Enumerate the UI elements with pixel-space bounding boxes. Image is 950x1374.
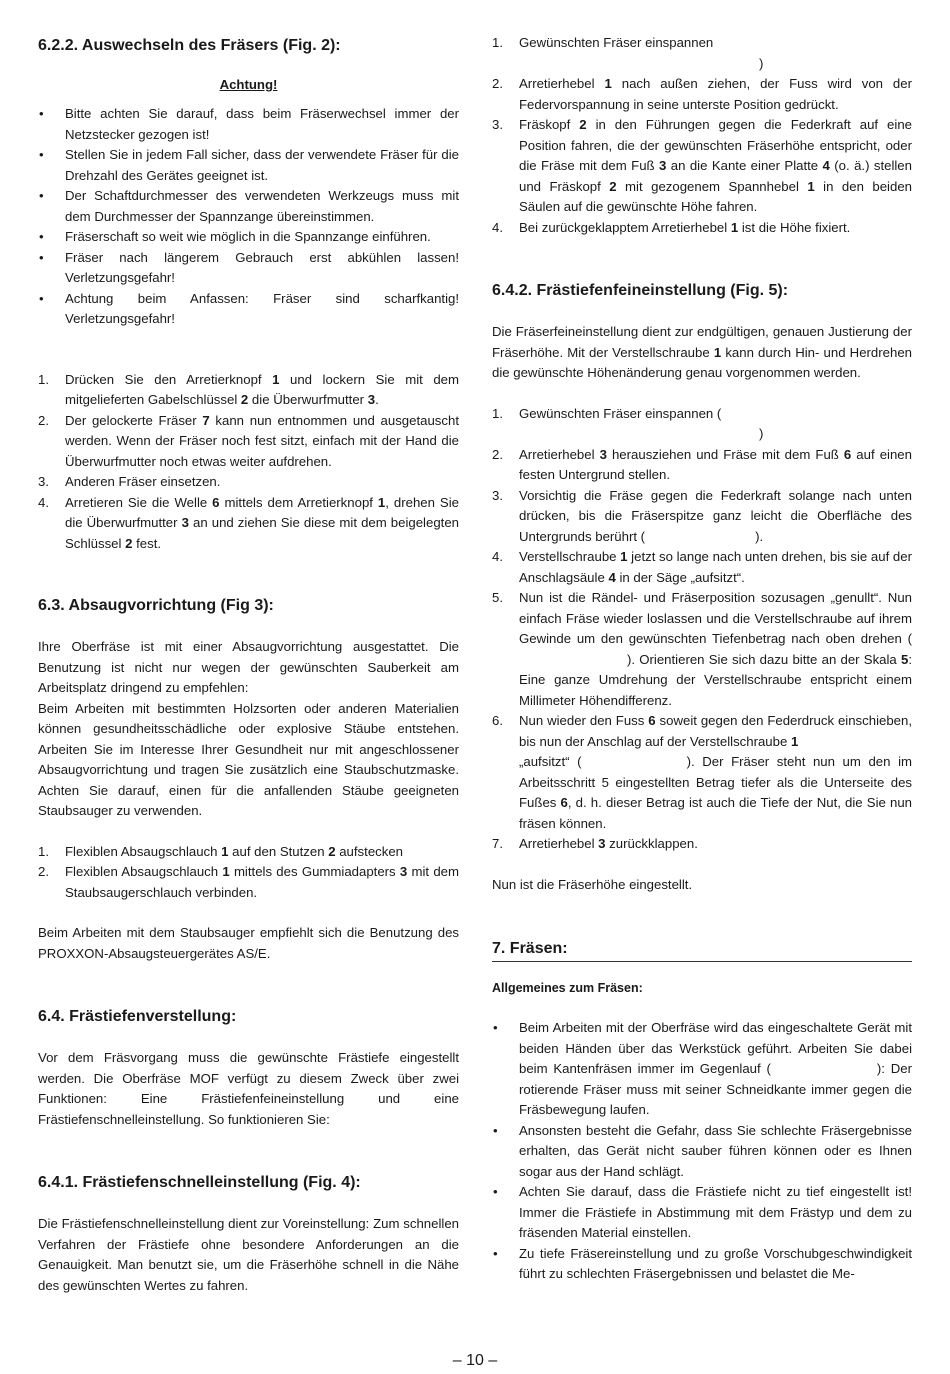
list-marker: 2.: [492, 76, 503, 91]
list-marker: 1.: [38, 843, 49, 859]
list-marker: •: [493, 1122, 498, 1138]
list-marker: •: [39, 290, 44, 306]
paragraph-fine-adjust: Die Fräserfeineinstellung dient zur endgültigen, genauen Justierung der Fräserhöhe. Mit der Verstellschraube 1 kann durch Hin- und Herdrehen die gewünschte Höhenänderung genau vorgenommen werden.: [492, 324, 912, 380]
change-cutter-steps: [38, 370, 459, 555]
list-marker: 2.: [38, 412, 49, 428]
section-heading-7: 7. Fräsen:: [492, 939, 912, 962]
list-marker: 1.: [492, 35, 503, 50]
section-heading-6-4: 6.4. Frästiefenverstellung:: [38, 1008, 237, 1025]
list-item: 1. Drücken Sie den Arretierknopf 1 und lockern Sie mit dem mitgelieferten Gabelschlüssel 2 die Überwurfmutter 3.: [38, 371, 459, 407]
list-item: • Achten Sie darauf, dass die Frästiefe nicht zu tief eingestellt ist! Immer die Frästiefe in Abstimmung mit dem Frästyp und dem zu fräsenden Material einstellen.: [493, 1184, 912, 1240]
list-marker: 7.: [492, 836, 503, 851]
list-marker: 2.: [492, 446, 503, 462]
milling-bullet-list: [492, 1018, 912, 1285]
list-marker: 2.: [38, 864, 49, 879]
list-item: • Fräser nach längerem Gebrauch erst abkühlen lassen! Verletzungsgefahr!: [39, 249, 459, 285]
list-item: • Beim Arbeiten mit der Oberfräse wird das eingeschaltete Gerät mit beiden Händen über das Werkstück geführt. Arbeiten Sie dabei beim Kantenfräsen immer im Gegenlauf ( ): Der rotierende Fräser muss mit seiner Schneidkante immer gegen die Fräsbewegung laufen.: [493, 1020, 912, 1117]
list-item: 3. Anderen Fräser einsetzen.: [38, 472, 459, 493]
extraction-steps: [38, 842, 459, 904]
subheading-general-milling: Allgemeines zum Fräsen:: [492, 981, 643, 995]
paragraph-height-set: Nun ist die Fräserhöhe eingestellt.: [492, 876, 693, 892]
paragraph-extraction-note: Beim Arbeiten mit dem Staubsauger empfiehlt sich die Benutzung des PROXXON-Absaugsteuergerätes AS/E.: [38, 925, 459, 961]
list-item: 2. Arretierhebel 3 herausziehen und Fräse mit dem Fuß 6 auf einen festen Untergrund stellen.: [492, 446, 912, 482]
paragraph-extraction-intro: Ihre Oberfräse ist mit einer Absaugvorrichtung ausgestattet. Die Benutzung ist nicht nur wegen der gewünschten Sauberkeit am Arbeitsplatz dringend zu empfehlen:: [38, 639, 459, 695]
list-marker: 3.: [492, 117, 503, 132]
list-item: 3. Vorsichtig die Fräse gegen die Federkraft solange nach unten drücken, bis die Fräserspitze ganz leicht die Oberfläche des Untergrunds berührt ( ).: [492, 487, 912, 544]
quick-adjust-steps: [492, 33, 912, 238]
list-marker: 1.: [38, 371, 49, 387]
list-item: 6. Nun wieder den Fuss 6 soweit gegen den Federdruck einschieben, bis nun der Anschlag auf der Verstellschraube 1 „aufsitzt“ ( ). Der Fräser steht nun um den im Arbeitsschritt 5 eingestellten Betrag tiefer als die Unterseite des Fußes 6, d. h. dieser Betrag ist auch die Tiefe der Nut, die Sie nun fräsen können.: [492, 713, 912, 831]
warning-label: Achtung!: [219, 77, 278, 92]
list-item: 2. Der gelockerte Fräser 7 kann nun entnommen und ausgetauscht werden. Wenn der Fräser noch fest sitzt, einfach mit der Hand die Überwurfmutter noch etwas weiter aufdrehen.: [38, 412, 459, 469]
list-item: 1. Gewünschten Fräser einspannen ( ): [492, 405, 764, 441]
list-item: • Der Schaftdurchmesser des verwendeten Werkzeugs muss mit dem Durchmesser der Spannzange übereinstimmen.: [39, 188, 459, 224]
section-heading-6-2-2: 6.2.2. Auswechseln des Fräsers (Fig. 2):: [38, 37, 341, 54]
list-item: 4. Verstellschraube 1 jetzt so lange nach unten drehen, bis sie auf der Anschlagsäule 4 in der Säge „aufsitzt“.: [492, 549, 912, 585]
list-marker: •: [39, 147, 44, 162]
list-item: 4. Arretieren Sie die Welle 6 mittels dem Arretierknopf 1, drehen Sie die Überwurfmutter 3 an und ziehen Sie diese mit dem beigelegten Schlüssel 2 fest.: [38, 494, 459, 551]
section-heading-6-4-2: 6.4.2. Frästiefenfeineinstellung (Fig. 5):: [492, 282, 789, 299]
right-column: [492, 33, 912, 1285]
list-marker: 4.: [38, 494, 49, 510]
safety-bullet-list: [38, 104, 459, 330]
list-item: 7. Arretierhebel 3 zurückklappen.: [492, 834, 912, 855]
list-item: 2. Arretierhebel 1 nach außen ziehen, der Fuss wird von der Federvorspannung in seine unterste Position gedrückt.: [492, 76, 912, 112]
list-marker: •: [493, 1245, 498, 1261]
list-item: • Zu tiefe Fräsereinstellung und zu große Vorschubgeschwindigkeit führt zu schlechten Fräsergebnissen und belastet die Me-: [493, 1245, 912, 1281]
list-item: • Ansonsten besteht die Gefahr, dass Sie schlechte Fräsergebnisse erhalten, das Gerät nicht sauber führen können oder es Ihnen sogar aus der Hand schlägt.: [493, 1122, 912, 1179]
section-heading-6-4-1: 6.4.1. Frästiefenschnelleinstellung (Fig. 4):: [38, 1174, 361, 1191]
list-item: 1. Gewünschten Fräser einspannen ): [492, 35, 764, 71]
list-marker: 3.: [38, 474, 49, 489]
paragraph-quick-adjust: Die Frästiefenschnelleinstellung dient zur Voreinstellung: Zum schnellen Verfahren der Frästiefe ohne besondere Anforderungen an die Genauigkeit. Man benutzt sie, um die Fräserhöhe schnell in die Nähe des gewünschten Wertes zu fahren.: [38, 1216, 459, 1293]
list-marker: 4.: [492, 219, 503, 235]
section-heading-6-3: 6.3. Absaugvorrichtung (Fig 3):: [38, 597, 274, 614]
paragraph-extraction-health: Beim Arbeiten mit bestimmten Holzsorten oder anderen Materialien können gesundheitsschädliche oder explosive Stäube entstehen. Arbeiten Sie im Interesse Ihrer Gesundheit nur mit angeschlossener Absaugvorrichtung und tragen Sie zusätzlich eine Staubschutzmaske. Achten Sie darauf, einen für die anfallenden Stäube geeigneten Staubsauger zu verwenden.: [38, 700, 459, 818]
page-number: – 10 –: [452, 1352, 498, 1369]
list-item: 5. Nun ist die Rändel- und Fräserposition sozusagen „genullt“. Nun einfach Fräse wieder loslassen und die Verstellschraube auf ihrem Gewinde um den gewünschten Tiefenbetrag nach oben drehen (). Orientieren Sie sich dazu bitte an der Skala 5: Eine ganze Umdrehung der Verstellschraube entspricht einem Millimeter Höhendifferenz.: [492, 590, 912, 708]
list-marker: •: [39, 229, 44, 244]
list-item: • Achtung beim Anfassen: Fräser sind scharfkantig! Verletzungsgefahr!: [39, 290, 459, 326]
list-marker: •: [39, 188, 44, 203]
list-item: 1. Flexiblen Absaugschlauch 1 auf den Stutzen 2 aufstecken: [38, 842, 459, 863]
list-item: 2. Flexiblen Absaugschlauch 1 mittels des Gummiadapters 3 mit dem Staubsaugerschlauch verbinden.: [38, 864, 459, 900]
list-item: • Stellen Sie in jedem Fall sicher, dass der verwendete Fräser für die Drehzahl des Gerätes geeignet ist.: [39, 147, 459, 183]
list-marker: •: [493, 1184, 498, 1199]
warning-block: [38, 76, 459, 94]
list-item: • Bitte achten Sie darauf, dass beim Fräserwechsel immer der Netzstecker gezogen ist!: [39, 106, 459, 142]
fine-adjust-steps: [492, 404, 912, 855]
list-marker: •: [39, 106, 44, 121]
list-item: • Fräserschaft so weit wie möglich in die Spannzange einführen.: [38, 227, 459, 248]
paragraph-depth-adjustment: Vor dem Fräsvorgang muss die gewünschte Frästiefe eingestellt werden. Die Oberfräse MOF verfügt zu diesem Zweck über zwei Funktionen: Eine Frästiefenfeineinstellung und eine Frästiefenschnelleinstellung. So funktionieren Sie:: [38, 1050, 459, 1127]
list-marker: 4.: [492, 549, 503, 564]
list-item: 4. Bei zurückgeklapptem Arretierhebel 1 ist die Höhe fixiert.: [492, 218, 912, 239]
list-marker: •: [39, 249, 44, 265]
list-item: 3. Fräskopf 2 in den Führungen gegen die Federkraft auf eine Position fahren, die der gewünschten Fräserhöhe entspricht, oder die Fräse mit dem Fuß 3 an die Kante einer Platte 4 (o. ä.) stellen und Fräskopf 2 mit gezogenem Spannhebel 1 in den beiden Säulen auf die gewünschte Höhe fahren.: [492, 117, 912, 214]
left-column: [38, 33, 459, 1296]
